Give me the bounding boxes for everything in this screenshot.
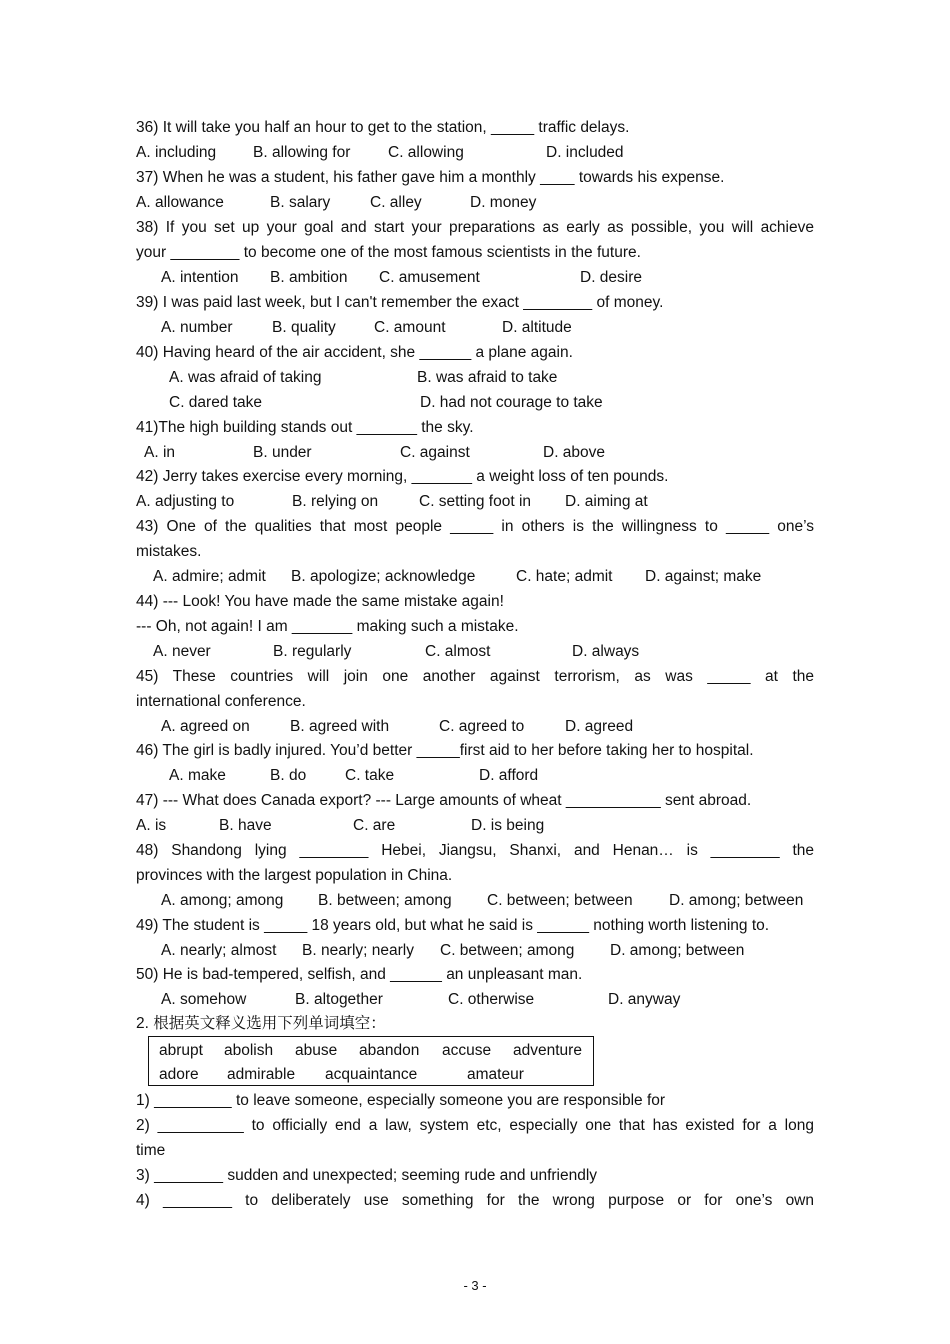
word-bank-word: adventure	[513, 1042, 582, 1059]
question-42-stem: 42) Jerry takes exercise every morning, _______ a weight loss of ten pounds.	[136, 468, 669, 485]
q50-option-d: D. anyway	[608, 991, 681, 1008]
word-bank-word: abuse	[295, 1042, 338, 1059]
q37-option-d: D. money	[470, 194, 537, 211]
q42-option-d: D. aiming at	[565, 493, 648, 510]
q43-option-b: B. apologize; acknowledge	[291, 568, 476, 585]
q36-option-b: B. allowing for	[253, 144, 351, 161]
word-bank-word: accuse	[442, 1042, 492, 1059]
q45-option-d: D. agreed	[565, 718, 634, 735]
q48-option-a: A. among; among	[161, 892, 284, 909]
q37-option-b: B. salary	[270, 194, 331, 211]
q48-option-d: D. among; between	[669, 892, 804, 909]
q43-option-d: D. against; make	[645, 568, 762, 585]
definition-item-2: 2) __________ to officially end a law, system etc, especially one that has existed for a long	[136, 1117, 814, 1134]
word-bank-word: adore	[159, 1066, 199, 1083]
q40-option-d: D. had not courage to take	[420, 394, 603, 411]
definition-item-4: 4) ________ to deliberately use something for the wrong purpose or for one’s own	[136, 1192, 814, 1209]
q45-option-c: C. agreed to	[439, 718, 525, 735]
question-47-stem: 47) --- What does Canada export? --- Large amounts of wheat ___________ sent abroad.	[136, 792, 752, 809]
question-49-stem: 49) The student is _____ 18 years old, but what he said is ______ nothing worth listening to.	[136, 917, 770, 934]
q40-option-c: C. dared take	[169, 394, 263, 411]
q46-option-d: D. afford	[479, 767, 539, 784]
q36-option-c: C. allowing	[388, 144, 464, 161]
word-bank-word: admirable	[227, 1066, 296, 1083]
q50-option-a: A. somehow	[161, 991, 247, 1008]
q47-option-d: D. is being	[471, 817, 545, 834]
question-43-stem-line1: 43) One of the qualities that most people _____ in others is the willingness to _____ one’s	[136, 518, 814, 535]
q48-option-b: B. between; among	[318, 892, 452, 909]
q41-option-a: A. in	[144, 444, 176, 461]
q39-option-c: C. amount	[374, 319, 446, 336]
question-36-stem: 36) It will take you half an hour to get to the station, _____ traffic delays.	[136, 119, 630, 136]
word-bank-word: abandon	[359, 1042, 420, 1059]
question-50-stem: 50) He is bad-tempered, selfish, and ______ an unpleasant man.	[136, 966, 583, 983]
q49-option-a: A. nearly; almost	[161, 942, 277, 959]
word-bank-word: abolish	[224, 1042, 274, 1059]
q37-option-a: A. allowance	[136, 194, 224, 211]
q46-option-b: B. do	[270, 767, 307, 784]
q47-option-c: C. are	[353, 817, 396, 834]
q39-option-d: D. altitude	[502, 319, 572, 336]
q40-option-a: A. was afraid of taking	[169, 369, 322, 386]
word-bank-word: acquaintance	[325, 1066, 418, 1083]
q44-option-a: A. never	[153, 643, 211, 660]
q50-option-c: C. otherwise	[448, 991, 535, 1008]
q38-option-c: C. amusement	[379, 269, 480, 286]
question-39-stem: 39) I was paid last week, but I can't remember the exact ________ of money.	[136, 294, 664, 311]
question-41-stem: 41)The high building stands out _______ the sky.	[136, 419, 474, 436]
q38-option-b: B. ambition	[270, 269, 348, 286]
q48-option-c: C. between; between	[487, 892, 633, 909]
question-45-stem-line1: 45) These countries will join one another against terrorism, as was _____ at the	[136, 668, 814, 685]
q47-option-a: A. is	[136, 817, 167, 834]
q39-option-a: A. number	[161, 319, 233, 336]
q45-option-b: B. agreed with	[290, 718, 390, 735]
q43-option-a: A. admire; admit	[153, 568, 266, 585]
q46-option-a: A. make	[169, 767, 226, 784]
q38-option-a: A. intention	[161, 269, 239, 286]
section-2-heading: 2. 根据英文释义选用下列单词填空：	[136, 1015, 386, 1032]
question-40-stem: 40) Having heard of the air accident, she ______ a plane again.	[136, 344, 573, 361]
q43-option-c: C. hate; admit	[516, 568, 613, 585]
q38-option-d: D. desire	[580, 269, 643, 286]
q37-option-c: C. alley	[370, 194, 422, 211]
q42-option-c: C. setting foot in	[419, 493, 532, 510]
q41-option-b: B. under	[253, 444, 312, 461]
q44-option-c: C. almost	[425, 643, 491, 660]
q41-option-d: D. above	[543, 444, 606, 461]
question-46-stem: 46) The girl is badly injured. You’d better _____first aid to her before taking her to hospital.	[136, 742, 754, 759]
q50-option-b: B. altogether	[295, 991, 383, 1008]
definition-item-3: 3) ________ sudden and unexpected; seeming rude and unfriendly	[136, 1167, 598, 1184]
q36-option-a: A. including	[136, 144, 217, 161]
q42-option-a: A. adjusting to	[136, 493, 235, 510]
question-38-stem-line1: 38) If you set up your goal and start your preparations as early as possible, you will achieve	[136, 219, 814, 236]
question-48-stem-line2: provinces with the largest population in China.	[136, 867, 453, 884]
q44-option-b: B. regularly	[273, 643, 352, 660]
q47-option-b: B. have	[219, 817, 272, 834]
page-number: - 3 -	[463, 1278, 487, 1293]
question-44-stem-line2: --- Oh, not again! I am _______ making such a mistake.	[136, 618, 519, 635]
question-43-stem-line2: mistakes.	[136, 543, 202, 560]
question-45-stem-line2: international conference.	[136, 693, 306, 710]
question-38-stem-line2: your ________ to become one of the most famous scientists in the future.	[136, 244, 641, 261]
q49-option-d: D. among; between	[610, 942, 745, 959]
q44-option-d: D. always	[572, 643, 640, 660]
q41-option-c: C. against	[400, 444, 470, 461]
definition-item-2-continued: time	[136, 1142, 166, 1159]
q36-option-d: D. included	[546, 144, 624, 161]
question-48-stem-line1: 48) Shandong lying ________ Hebei, Jiangsu, Shanxi, and Henan… is ________ the	[136, 842, 814, 859]
word-bank-word: abrupt	[159, 1042, 203, 1059]
q49-option-b: B. nearly; nearly	[302, 942, 414, 959]
word-bank-word: amateur	[467, 1066, 524, 1083]
q40-option-b: B. was afraid to take	[417, 369, 558, 386]
q45-option-a: A. agreed on	[161, 718, 250, 735]
word-bank-box	[148, 1036, 594, 1086]
definition-item-1: 1) _________ to leave someone, especially someone you are responsible for	[136, 1092, 666, 1109]
q49-option-c: C. between; among	[440, 942, 575, 959]
question-37-stem: 37) When he was a student, his father gave him a monthly ____ towards his expense.	[136, 169, 725, 186]
question-44-stem-line1: 44) --- Look! You have made the same mistake again!	[136, 593, 504, 610]
q42-option-b: B. relying on	[292, 493, 379, 510]
q39-option-b: B. quality	[272, 319, 336, 336]
q46-option-c: C. take	[345, 767, 395, 784]
